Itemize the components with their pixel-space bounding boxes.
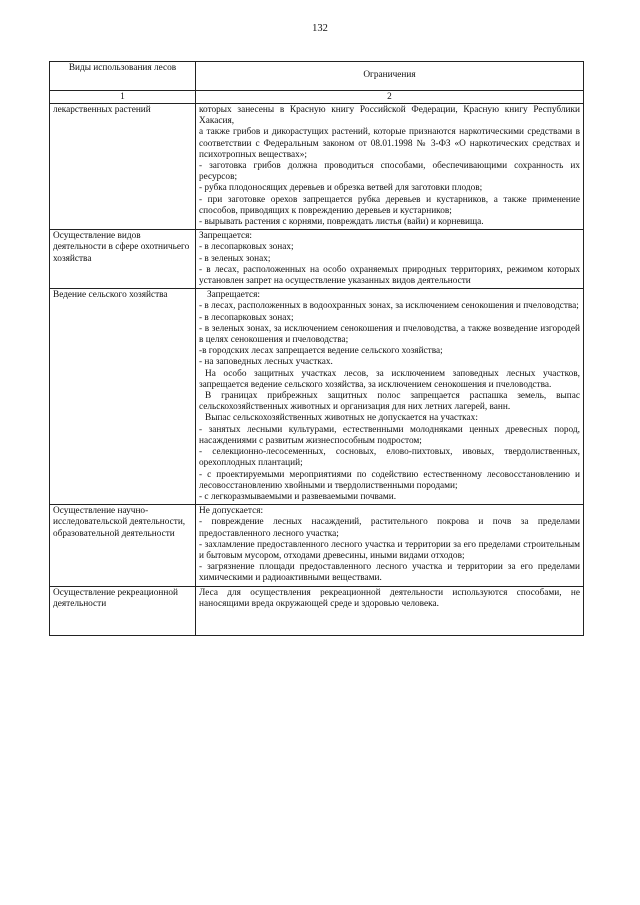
restriction-line: - селекционно-лесосеменных, сосновых, елово-пихтовых, ивовых, твердолиственных, орехоплодных плантаций; <box>199 447 580 469</box>
restriction-line: - с проектируемыми мероприятиями по содействию естественному лесовосстановлению и лесовосстановлению хвойными и твердолиственными породами; <box>199 469 580 491</box>
usage-type-cell: Осуществление рекреационной деятельности <box>50 586 196 635</box>
usage-type-cell: лекарственных растений <box>50 104 196 230</box>
restriction-line: В границах прибрежных защитных полос запрещается распашка земель, выпас сельскохозяйственных животных и организация для них летних лагерей, ванн. <box>199 391 580 413</box>
column-number-2: 2 <box>196 91 584 104</box>
restriction-line: Леса для осуществления рекреационной деятельности используются способами, не наносящими вреда окружающей среде и здоровью человека. <box>199 587 580 609</box>
header-usage-types: Виды использования лесов <box>50 62 196 91</box>
restriction-line: - с легкоразмываемыми и развеваемыми почвами. <box>199 491 397 502</box>
restrictions-cell <box>196 230 584 289</box>
restriction-line: На особо защитных участках лесов, за исключением заповедных лесных участков, запрещается ведение сельского хозяйства, за исключением сенокошения и пчеловодства. <box>199 368 580 390</box>
restriction-line: - повреждение лесных насаждений, растительного покрова и почв за пределами предоставленного лесного участка; <box>199 517 580 539</box>
table-row <box>50 505 584 586</box>
header-restrictions: Ограничения <box>196 62 584 91</box>
restriction-line: - в лесопарковых зонах; <box>199 312 294 323</box>
restriction-line: - в лесопарковых зонах; <box>199 242 294 253</box>
restriction-line: - рубка плодоносящих деревьев и обрезка ветвей для заготовки плодов; <box>199 183 483 194</box>
restriction-line: - захламление предоставленного лесного участка и территории за его пределами строительным и бытовым мусором, отходами древесины, иными видами отходов; <box>199 539 580 561</box>
restriction-line: которых занесены в Красную книгу Российской Федерации, Красную книгу Республики Хакасия, <box>199 105 580 127</box>
restriction-line: Не допускается: <box>199 506 264 517</box>
table-row <box>50 104 584 230</box>
restriction-line: а также грибов и дикорастущих растений, которые признаются наркотическими средствами в соответствии с Федеральным законом от 08.01.1998 № 3-ФЗ «О наркотических средствах и психотропных веществах»; <box>199 127 580 160</box>
restriction-line: - в лесах, расположенных на особо охраняемых природных территориях, режимом которых установлен запрет на осуществление указанных видов деятельности <box>199 264 580 287</box>
restriction-line: - при заготовке орехов запрещается рубка деревьев и кустарников, а также применение способов, приводящих к повреждению деревьев и кустарников; <box>199 194 580 216</box>
column-number-1: 1 <box>50 91 196 104</box>
restriction-line: Запрещается: <box>199 231 252 242</box>
restriction-line: -в городских лесах запрещается ведение сельского хозяйства; <box>199 346 443 357</box>
restriction-line: - на заповедных лесных участках. <box>199 357 333 368</box>
restriction-line: - в лесах, расположенных в водоохранных зонах, за исключением сенокошения и пчеловодства; <box>199 301 579 312</box>
usage-type-cell: Осуществление видов деятельности в сфере охотничьего хозяйства <box>50 230 196 289</box>
restrictions-cell <box>196 586 584 635</box>
restriction-line: Запрещается: <box>207 290 260 301</box>
table-header-row <box>50 62 584 91</box>
restriction-line: - загрязнение площади предоставленного лесного участка и территории за его пределами химическими и радиоактивными веществами. <box>199 562 580 584</box>
table-row <box>50 230 584 289</box>
usage-type-cell: Осуществление научно-исследовательской деятельности, образовательной деятельности <box>50 505 196 586</box>
restriction-line: - в зеленых зонах; <box>199 253 271 264</box>
column-numbers-row <box>50 91 584 104</box>
restriction-line: - заготовка грибов должна проводиться способами, обеспечивающими сохранность их ресурсов; <box>199 161 580 183</box>
restrictions-cell <box>196 104 584 230</box>
table-row <box>50 289 584 505</box>
page-number: 132 <box>312 23 328 34</box>
restrictions-table <box>49 61 584 636</box>
restrictions-cell <box>196 289 584 505</box>
table-row <box>50 586 584 635</box>
restriction-line: Выпас сельскохозяйственных животных не допускается на участках: <box>205 413 478 424</box>
restriction-line: - занятых лесными культурами, естественными молодняками ценных древесных пород, насаждениями с развитым жизнеспособным подростом; <box>199 424 580 446</box>
restriction-line: - вырывать растения с корнями, повреждать листья (вайи) и корневища. <box>199 217 484 228</box>
restriction-line: - в зеленых зонах, за исключением сенокошения и пчеловодства, а также возведение изгородей в целях сенокошения и пчеловодства; <box>199 323 580 346</box>
restrictions-cell <box>196 505 584 586</box>
usage-type-cell: Ведение сельского хозяйства <box>50 289 196 505</box>
